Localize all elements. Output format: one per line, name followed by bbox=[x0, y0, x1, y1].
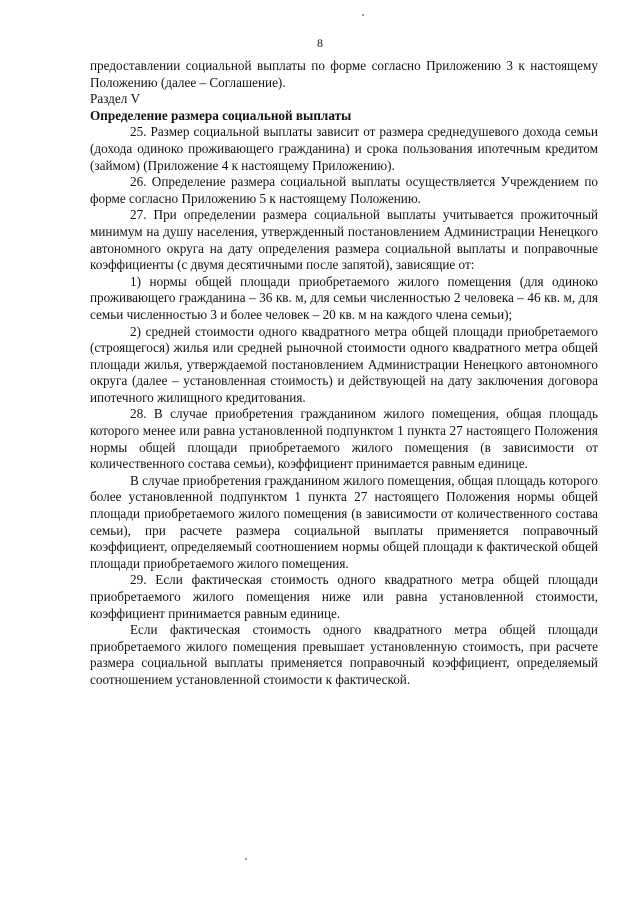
paragraph-29: 29. Если фактическая стоимость одного квадратного метра общей площади приобретаемого жилого помещения ниже или равна установленной стоимости, коэффициент принимается равным единице. bbox=[90, 572, 598, 621]
scan-speck bbox=[362, 14, 364, 16]
document-body bbox=[90, 58, 598, 689]
paragraph-25: 25. Размер социальной выплаты зависит от размера среднедушевого дохода семьи (дохода одиноко проживающего гражданина) и срока пользования ипотечным кредитом (займом) (Приложение 4 к настоящему Приложению). bbox=[90, 124, 598, 173]
paragraph-27-item-1: 1) нормы общей площади приобретаемого жилого помещения (для одиноко проживающего гражданина – 36 кв. м, для семьи численностью 2 человека – 46 кв. м, для семьи численностью 3 и более человек – 20 кв. м на каждого члена семьи); bbox=[90, 273, 598, 322]
intro-paragraph: предоставлении социальной выплаты по форме согласно Приложению 3 к настоящему Положению (далее – Соглашение). bbox=[90, 58, 598, 90]
paragraph-27-item-2: 2) средней стоимости одного квадратного метра общей площади приобретаемого (строящегося) жилья или средней рыночной стоимости одного квадратного метра общей площади жилья, утверждаемой постановлением Администрации Ненецкого автономного округа (далее – установленная стоимость) и действующей на дату заключения договора ипотечного жилищного кредитования. bbox=[90, 323, 598, 405]
paragraph-27: 27. При определении размера социальной выплаты учитывается прожиточный минимум на душу населения, утвержденный постановлением Администрации Ненецкого автономного округа на дату определения размера социальной выплаты и поправочные коэффициенты (с двумя десятичными после запятой), зависящие от: bbox=[90, 207, 598, 273]
paragraph-26: 26. Определение размера социальной выплаты осуществляется Учреждением по форме согласно Приложению 5 к настоящему Положению. bbox=[90, 174, 598, 206]
paragraph-28-continued: В случае приобретения гражданином жилого помещения, общая площадь которого более установленной подпунктом 1 пункта 27 настоящего Положения нормы общей площади приобретаемого жилого помещения (в зависимости от количественного состава семьи), при расчете размера социальной выплаты применяется поправочный коэффициент, определяемый соотношением нормы общей площади к фактической общей площади приобретаемого жилого помещения. bbox=[90, 472, 598, 571]
paragraph-29-continued: Если фактическая стоимость одного квадратного метра общей площади приобретаемого жилого помещения превышает установленную стоимость, при расчете размера социальной выплаты применяется поправочный коэффициент, определяемый соотношением установленной стоимости к фактической. bbox=[90, 622, 598, 687]
section-label: Раздел V bbox=[90, 91, 141, 107]
paragraph-28: 28. В случае приобретения гражданином жилого помещения, общая площадь которого менее или равна установленной подпунктом 1 пункта 27 настоящего Положения нормы общей площади приобретаемого жилого помещения (в зависимости от количественного состава семьи), коэффициент принимается равным единице. bbox=[90, 406, 598, 472]
scan-speck bbox=[245, 858, 247, 860]
page-number: 8 bbox=[317, 36, 323, 50]
section-title: Определение размера социальной выплаты bbox=[90, 107, 352, 123]
